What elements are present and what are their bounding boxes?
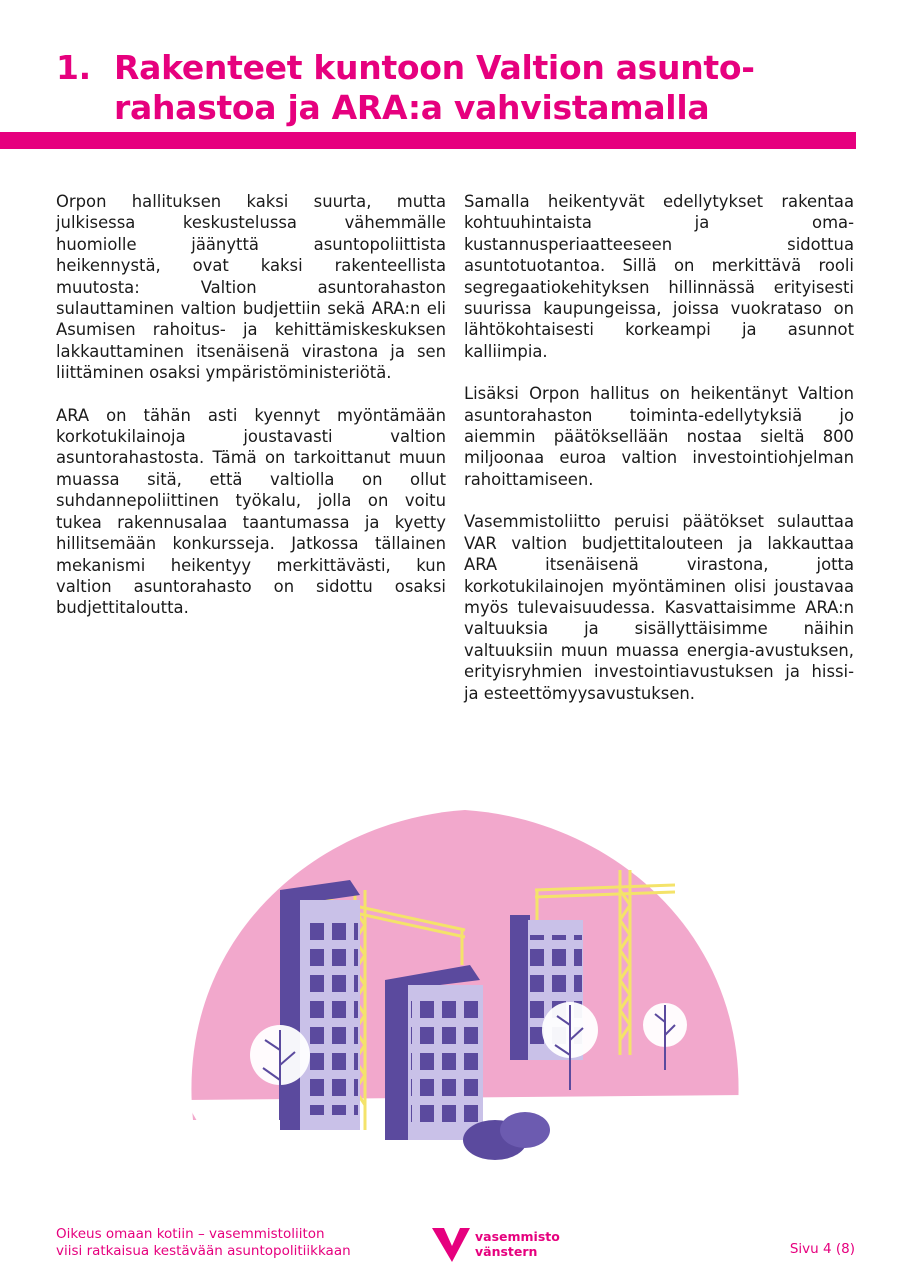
paragraph: ARA on tähän asti kyennyt myöntämään korkotukilainoja joustavasti valtion asuntorahastosta. Tämä on tarkoittanut muun muassa sitä, että valtiolla on ollut suhdannepoliittinen työkalu, jolla on voitu tukea rakennusalaa taantumassa ja kyetty hillitsemään konkursseja. Jatkossa tällainen mekanismi heikentyy merkittävästi, kun valtion asuntorahasto on sidottu osaksi budjettitaloutta.: [56, 405, 446, 618]
logo-text: [475, 1229, 560, 1259]
paragraph: Samalla heikentyvät edellytykset rakentaa kohtuuhintaista ja oma-kustannusperiaatteeseen sidottua asuntotuotantoa. Sillä on merkittävä rooli segregaatiokehityksen hillinnässä erityisesti suurissa kaupungeissa, joissa vuokrataso on lähtökohtaisesti korkeampi ja asunnot kalliimpia.: [464, 192, 854, 361]
footer-line-1: Oikeus omaan kotiin – vasemmistoliiton: [56, 1226, 325, 1242]
building-center: [385, 965, 483, 1140]
heading-line-1: Rakenteet kuntoon Valtion asunto-: [114, 48, 755, 87]
heading-rule: [0, 132, 856, 149]
footer-line-2: viisi ratkaisua kestävään asuntopolitiikkaan: [56, 1243, 351, 1259]
heading-line-2: rahastoa ja ARA:a vahvistamalla: [114, 88, 710, 127]
building-left: [280, 880, 360, 1130]
construction-illustration: [175, 790, 755, 1170]
footer-title: [56, 1226, 351, 1260]
paragraph: Lisäksi Orpon hallitus on heikentänyt Valtion asuntorahaston toiminta-edellytyksiä jo aiemmin päätöksellään nostaa sieltä 800 miljoonaa euroa valtion investointiohjelman rahoittamiseen.: [464, 384, 854, 489]
logo-line-2: vänstern: [475, 1244, 538, 1259]
section-number: 1.: [56, 48, 91, 87]
section-heading: [56, 48, 876, 128]
paragraph: Orpon hallituksen kaksi suurta, mutta julkisessa keskustelussa vähemmälle huomiolle jäänyttä asuntopoliittista heikennystä, ovat kaksi rakenteellista muutosta: Valtion asuntorahaston sulauttaminen valtion budjettiin sekä ARA:n eli Asumisen rahoitus- ja kehittämiskeskuksen lakkauttaminen itsenäisenä virastona ja sen liittäminen osaksi ympäristöministeriötä.: [56, 192, 446, 383]
paragraph: Vasemmistoliitto peruisi päätökset sulauttaa VAR valtion budjettitalouteen ja lakkauttaa ARA itsenäisenä virastona, jotta korkotukilainojen myöntäminen olisi joustavaa myös tulevaisuudessa. Kasvattaisimme ARA:n valtuuksia ja sisällyttäisimme näihin valtuuksiin muun muassa energia-avustuksen, erityisryhmien investointiavustuksen ja hissi- ja esteettömyysavustuksen.: [464, 512, 854, 703]
page-number: Sivu 4 (8): [789, 1241, 855, 1257]
left-column: [56, 191, 446, 640]
logo-line-1: vasemmisto: [475, 1229, 560, 1244]
right-column: [464, 191, 854, 725]
